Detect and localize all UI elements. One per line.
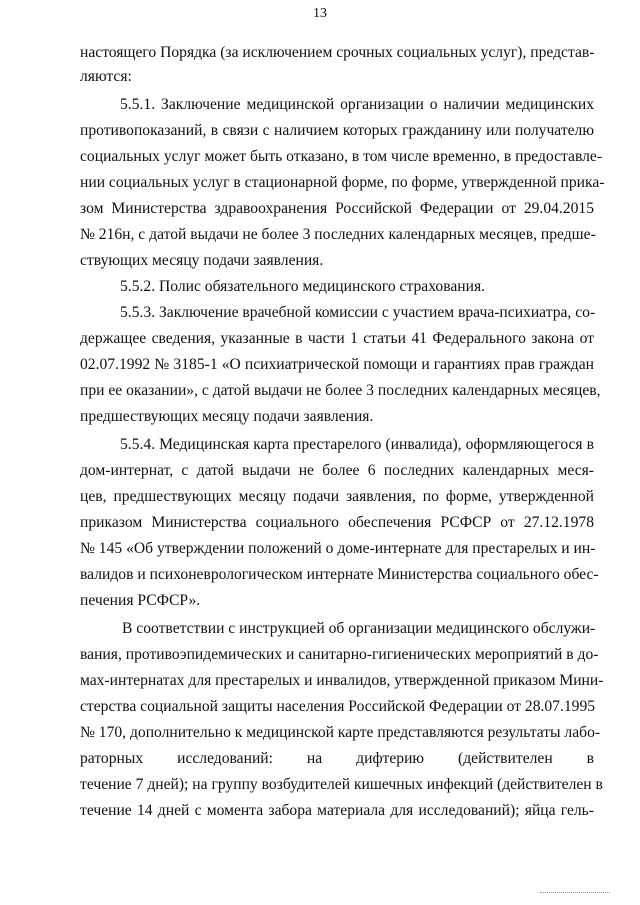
text-line: вания, противоэпидемических и санитарно-гигиенических мероприятий в до- bbox=[80, 646, 599, 663]
text-line: печения РСФСР». bbox=[80, 592, 201, 609]
text-line: цев, предшествующих месяцу подачи заявления, по форме, утвержденной bbox=[80, 488, 594, 505]
text-line: ляются: bbox=[80, 68, 132, 85]
text-line: стерства социальной защиты населения Российской Федерации от 28.07.1995 bbox=[80, 698, 596, 715]
text-line: 5.5.3. Заключение врачебной комиссии с участием врача-психиатра, со- bbox=[120, 304, 596, 321]
text-line: течение 14 дней с момента забора материала для исследований); яйца гель- bbox=[80, 802, 594, 819]
text-line: противопоказаний, в связи с наличием которых гражданину или получателю bbox=[80, 122, 594, 139]
text-line: держащее сведения, указанные в части 1 статьи 41 Федерального закона от bbox=[80, 330, 594, 347]
text-line: настоящего Порядка (за исключением срочных социальных услуг), представ- bbox=[80, 44, 595, 61]
text-line: № 145 «Об утверждении положений о доме-интернате для престарелых и ин- bbox=[80, 540, 596, 557]
text-line: при ее оказании», с датой выдачи не более 3 последних календарных месяцев, bbox=[80, 382, 601, 399]
text-line: 5.5.4. Медицинская карта престарелого (инвалида), оформляющегося в bbox=[120, 436, 594, 453]
text-line: 02.07.1992 № 3185-1 «О психиатрической помощи и гарантиях прав граждан bbox=[80, 356, 594, 373]
text-line: приказом Министерства социального обеспечения РСФСР от 27.12.1978 bbox=[80, 514, 594, 531]
text-line: раторных исследований: на дифтерию (действителен в bbox=[80, 750, 594, 767]
page-number: 13 bbox=[313, 6, 327, 21]
text-line: 5.5.2. Полис обязательного медицинского страхования. bbox=[120, 278, 486, 295]
text-line: 5.5.1. Заключение медицинской организации о наличии медицинских bbox=[120, 96, 594, 113]
text-line: течение 7 дней); на группу возбудителей кишечных инфекций (действителен в bbox=[80, 776, 603, 793]
text-line: зом Министерства здравоохранения Российской Федерации от 29.04.2015 bbox=[80, 200, 594, 217]
text-line: № 216н, с датой выдачи не более 3 последних календарных месяцев, предше- bbox=[80, 226, 596, 243]
text-line: № 170, дополнительно к медицинской карте представляются результаты лабо- bbox=[80, 724, 601, 741]
text-line: нии социальных услуг в стационарной форме, по форме, утвержденной прика- bbox=[80, 174, 605, 191]
scan-artifact bbox=[540, 892, 610, 894]
text-line: дом-интернат, с датой выдачи не более 6 последних календарных меся- bbox=[80, 462, 594, 479]
text-line: предшествующих месяцу подачи заявления. bbox=[80, 408, 374, 425]
text-line: мах-интернатах для престарелых и инвалидов, утвержденной приказом Мини- bbox=[80, 672, 604, 689]
text-line: ствующих месяцу подачи заявления. bbox=[80, 252, 324, 269]
text-line: В соответствии с инструкцией об организации медицинского обслужи- bbox=[122, 620, 596, 637]
text-line: социальных услуг может быть отказано, в том числе временно, в предоставле- bbox=[80, 148, 603, 165]
text-line: валидов и психоневрологическом интернате Министерства социального обес- bbox=[80, 566, 599, 583]
